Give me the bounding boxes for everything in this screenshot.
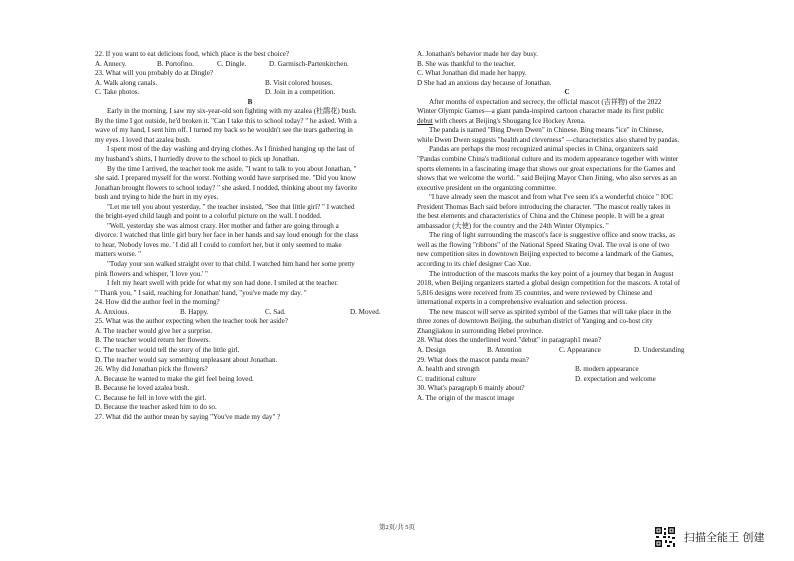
right-text-line: The panda is named "Bing Dwen Dwen" in Chinese. Bing means "ice" in Chinese, bbox=[429, 126, 664, 135]
answer-option: D. expectation and welcome bbox=[575, 374, 656, 383]
section-heading: C bbox=[564, 88, 570, 97]
right-text-line: new competition sites in downtown Beijing expected to become a landmark of the Games, bbox=[417, 250, 674, 259]
left-text-line: C. Because he fell in love with the girl. bbox=[95, 393, 207, 402]
answer-option: A. Anxious. bbox=[95, 307, 130, 316]
right-text-line: the best elements and characteristics of China and the Chinese people. It will be a great bbox=[417, 212, 665, 221]
left-text-line: C. The teacher would tell the story of the little girl. bbox=[95, 345, 240, 354]
scanner-watermark: 扫描全能王 创建 bbox=[684, 531, 765, 544]
right-text-line: while Dwen Dwen suggests "health and cleverness" —characteristics also shared by pandas. bbox=[417, 135, 680, 144]
left-options-row bbox=[95, 79, 405, 89]
right-text-line: C. What Jonathan did made her happy. bbox=[417, 69, 527, 78]
answer-option: D. Join in a competition. bbox=[265, 88, 336, 97]
left-options-row bbox=[95, 60, 405, 70]
answer-option: C. Take photos. bbox=[95, 88, 140, 97]
left-text-line: "Well, yesterday she was almost crazy. Her mother and father are going through a bbox=[107, 221, 339, 230]
left-text-line: the bright-eyed child laugh and point to a colorful picture on the wall. I nodded. bbox=[95, 212, 322, 221]
right-text-line: 2018, when Beijing organizers started a global design competition for the mascots. A total of bbox=[417, 279, 681, 288]
right-text-line: 29. What does the mascot panda mean? bbox=[417, 355, 529, 364]
left-text-line: matters worse. " bbox=[95, 250, 142, 259]
right-text-line: shows that we welcome the world. " said Beijing Mayor Chen Jining, who also serves as an bbox=[417, 174, 677, 183]
underlined-word: debut bbox=[417, 116, 433, 125]
right-text-line: The ring of light surrounding the mascot's face is suggestive office and snow tracks, as bbox=[429, 231, 676, 240]
right-text-line: well as the flowing "ribbons" of the National Speed Skating Oval. The oval is one of two bbox=[417, 240, 670, 249]
left-text-line: A. Because he wanted to make the girl feel being loved. bbox=[95, 374, 254, 383]
qr-code-icon bbox=[654, 526, 676, 548]
left-options-row bbox=[95, 88, 405, 98]
left-text-line: wave of my hand, I sent him off. I turned my back so he wouldn't see the tears gathering in bbox=[95, 126, 353, 135]
left-text-line: 27. What did the author mean by saying "You've made my day" ? bbox=[95, 412, 281, 421]
line-text: with cheers at Beijing's Shougang Ice Hockey Arena. bbox=[432, 116, 586, 125]
right-text-line: President Thomas Bach said before introducing the character. "The mascot really takes in bbox=[417, 202, 671, 211]
answer-option: C. Sad. bbox=[265, 307, 286, 316]
answer-option: A. health and strength bbox=[417, 365, 480, 374]
left-text-line: bush and trying to hide the hurt in my eyes. bbox=[95, 193, 219, 202]
answer-option: A. Annecy. bbox=[95, 59, 127, 68]
right-options-row bbox=[417, 375, 717, 385]
left-text-line: my eyes. I loved that azalea bush. bbox=[95, 135, 191, 144]
right-text-line: The new mascot will serve as spirited symbol of the Games that will take place in the bbox=[429, 307, 672, 316]
left-text-line: to hear, 'Nobody loves me. ' I did all I could to comfort her, but it only seemed to make bbox=[95, 240, 342, 249]
right-text-line: After months of expectation and secrecy, the official mascot (吉祥物) of the 2022 bbox=[429, 97, 662, 106]
answer-option: B. modern appearance bbox=[575, 365, 639, 374]
right-text-line: A. Jonathan's behavior made her day busy. bbox=[417, 50, 538, 58]
right-text-line: A. The origin of the mascot image bbox=[417, 393, 515, 402]
left-text-line: divorce. I watched that little girl bury her face in her hands and say loud enough for the class bbox=[95, 231, 359, 240]
left-text-line: B. The teacher would return her flowers. bbox=[95, 336, 211, 345]
left-text-line: D. The teacher would say something unpleasant about Jonathan. bbox=[95, 355, 278, 364]
right-text-line: D She had an anxious day because of Jonathan. bbox=[417, 78, 552, 87]
answer-option: B. Happy. bbox=[180, 307, 209, 316]
right-options-row bbox=[417, 365, 717, 375]
answer-option: A. Walk along canals. bbox=[95, 78, 158, 87]
right-column bbox=[417, 50, 717, 403]
left-text-line: 24. How did the author feel in the morning? bbox=[95, 298, 220, 307]
left-text-line: By the time I got outside, he'd broken it. "Can I take this to school today? " he asked. With a bbox=[95, 116, 357, 125]
section-heading: B bbox=[247, 97, 253, 106]
left-text-line: my husband's shirts, I hurriedly drove to the school to pick up Jonathan. bbox=[95, 155, 300, 164]
left-text-line: By the time I arrived, the teacher took me aside. "I want to talk to you about Jonathan, " bbox=[107, 164, 357, 173]
left-text-line: she said. I prepared myself for the worst. Nothing would have surprised me. "Did you know bbox=[95, 174, 356, 183]
left-text-line: Jonathan brought flowers to school today? " she asked. I nodded, thinking about my favorite bbox=[95, 183, 358, 192]
left-column bbox=[95, 50, 405, 422]
left-text-line: A. The teacher would give her a surprise. bbox=[95, 326, 213, 335]
right-text-line: according to its chief designer Cao Xue. bbox=[417, 260, 532, 269]
left-text-line: 23. What will you probably do at Dingle? bbox=[95, 69, 214, 78]
left-text-line: B. Because he loved azalea bush. bbox=[95, 384, 190, 393]
answer-option: B. Attention bbox=[487, 345, 522, 354]
right-text-line: "I have already seen the mascot and from what I've seen it's a wonderful choice " IOC bbox=[429, 193, 673, 202]
right-text-line: three zones of downtown Beijing, the suburban district of Yanging and co-host city bbox=[417, 317, 653, 326]
right-text-line: Pandas are perhaps the most recognized animal species in China, organizers said bbox=[429, 145, 658, 154]
answer-option: D. Understanding bbox=[634, 345, 685, 354]
right-text-line: B. She was thankful to the teacher. bbox=[417, 59, 516, 68]
left-text-line: 22. If you want to eat delicious food, which place is the best choice? bbox=[95, 50, 290, 58]
answer-option: D. Moved. bbox=[350, 307, 381, 316]
left-text-line: 26. Why did Jonathan pick the flowers? bbox=[95, 365, 208, 374]
left-text-line: 25. What was the author expecting when the teacher took her aside? bbox=[95, 317, 288, 326]
right-text-line: 5,816 designs were received from 35 countries, and were reviewed by Chinese and bbox=[417, 288, 653, 297]
left-text-line: D. Because the teacher asked him to do so. bbox=[95, 403, 217, 412]
left-text-line: pink flowers and whisper, 'I love you.' " bbox=[95, 269, 208, 278]
left-text-line: I spent most of the day washing and drying clothes. As I finished hanging up the last of bbox=[107, 145, 355, 154]
left-text-line: " Thank you, " I said, reaching for Jonathan' hand, "you've made my day. " bbox=[95, 288, 307, 297]
right-text-line: Winter Olympic Games—a giant panda-inspired cartoon character made its first public bbox=[417, 107, 664, 116]
right-text-line: 28. What does the underlined word "debut" in paragraph1 mean? bbox=[417, 336, 602, 345]
answer-option: B. Portofino. bbox=[157, 59, 194, 68]
left-text-line: "Today your son walked straight over to that child. I watched him hand her some pretty bbox=[107, 260, 355, 269]
right-text-line: Zhangjiakou in surrounding Hebei province. bbox=[417, 326, 544, 335]
page-footer: 第2页/共 5页 bbox=[379, 524, 415, 531]
right-text-line: "Pandas combine China's traditional culture and its modern appearance together with winter bbox=[417, 155, 679, 164]
answer-option: D. Garmisch-Partenkirchen. bbox=[269, 59, 349, 68]
right-text-line: sports elements in a fascinating image that shows our great expectations for the Games and bbox=[417, 164, 676, 173]
right-text-line: international experts in a comprehensive evaluation and selection process. bbox=[417, 298, 628, 307]
answer-option: A. Design bbox=[417, 345, 446, 354]
right-text-line: 30. What's paragraph 6 mainly about? bbox=[417, 384, 525, 393]
answer-option: C. Appearance bbox=[559, 345, 601, 354]
right-text-line: ambassador (大使) for the country and the 24th Winter Olympics. " bbox=[417, 221, 609, 230]
left-text-line: "Let me tell you about yesterday, " the teacher insisted, "See that little girl? " I watched bbox=[107, 202, 355, 211]
left-options-row bbox=[95, 308, 405, 318]
left-text-line: I felt my heart swell with pride for what my son had done. I smiled at the teacher. bbox=[107, 279, 339, 288]
answer-option: B. Visit colored houses. bbox=[265, 78, 333, 87]
right-text-line bbox=[417, 117, 717, 127]
answer-option: C. Dingle. bbox=[217, 59, 247, 68]
right-text-line: The introduction of the mascots marks the key point of a journey that began in August bbox=[429, 269, 674, 278]
left-text-line: Early in the morning, I saw my six-year-old son fighting with my azalea (杜鹃花) bush. bbox=[107, 107, 357, 116]
answer-option: C. traditional culture bbox=[417, 374, 476, 383]
right-text-line: executive president on the organizing committee. bbox=[417, 183, 557, 192]
right-options-row bbox=[417, 346, 717, 356]
